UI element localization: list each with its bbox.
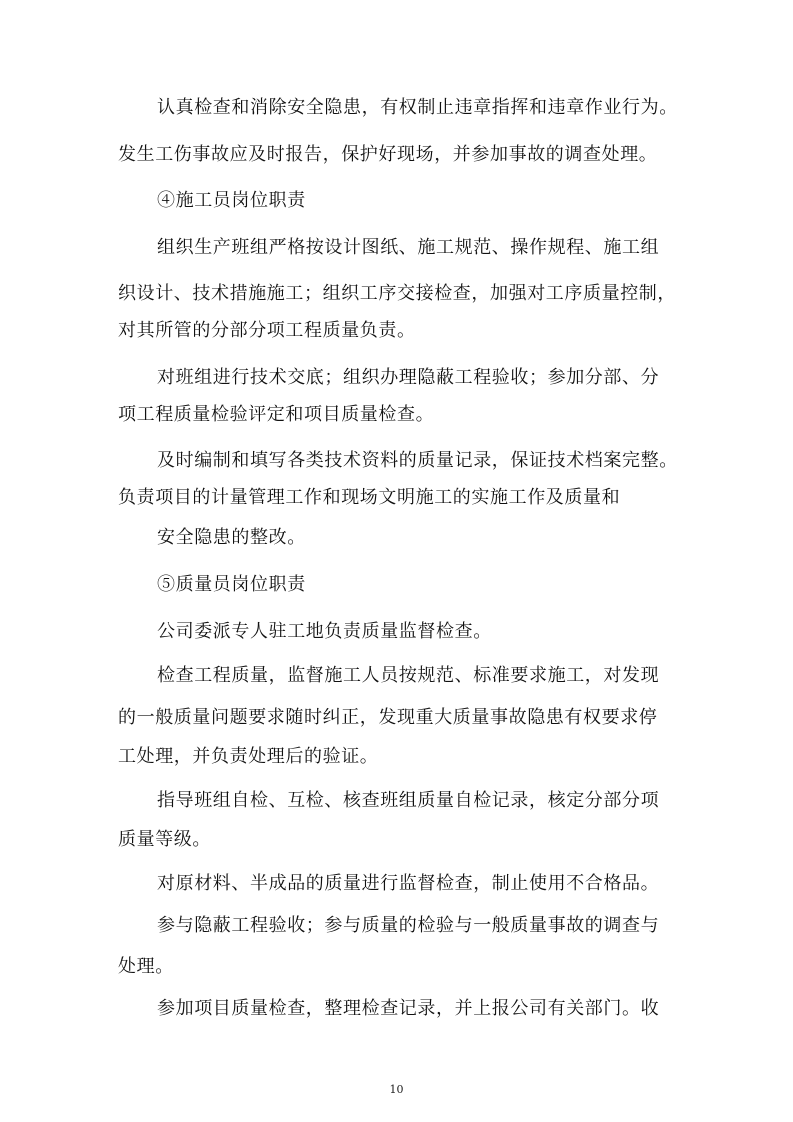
text-line: 检查工程质量，监督施工人员按规范、标准要求施工，对发现	[157, 665, 660, 686]
text-line: 参加项目质量检查，整理检查记录，并上报公司有关部门。收	[157, 998, 660, 1019]
text-line: 组织生产班组严格按设计图纸、施工规范、操作规程、施工组	[157, 237, 660, 258]
text-line: 对班组进行技术交底；组织办理隐蔽工程验收；参加分部、分	[157, 367, 660, 388]
text-line: 的一般质量问题要求随时纠正，发现重大质量事故隐患有权要求停	[118, 707, 658, 728]
text-line: 公司委派专人驻工地负责质量监督检查。	[157, 621, 492, 642]
section-heading-construction-officer: ④施工员岗位职责	[157, 190, 306, 211]
text-line: 织设计、技术措施施工；组织工序交接检查，加强对工序质量控制，	[118, 283, 676, 304]
page-number: 10	[389, 1083, 404, 1096]
section-heading-quality-officer: ⑤质量员岗位职责	[157, 574, 306, 595]
text-line: 安全隐患的整改。	[157, 527, 306, 548]
text-line: 发生工伤事故应及时报告，保护好现场，并参加事故的调查处理。	[118, 144, 658, 165]
text-line: 认真检查和消除安全隐患，有权制止违章指挥和违章作业行为。	[157, 97, 678, 118]
text-line: 指导班组自检、互检、核查班组质量自检记录，核定分部分项	[157, 790, 660, 811]
text-line: 工处理，并负责处理后的验证。	[118, 746, 379, 767]
text-line: 参与隐蔽工程验收；参与质量的检验与一般质量事故的调查与	[157, 915, 660, 936]
text-line: 质量等级。	[118, 829, 211, 850]
text-line: 处理。	[118, 956, 174, 977]
text-line: 对原材料、半成品的质量进行监督检查，制止使用不合格品。	[157, 873, 660, 894]
text-line: 对其所管的分部分项工程质量负责。	[118, 320, 416, 341]
text-line: 及时编制和填写各类技术资料的质量记录，保证技术档案完整。	[157, 450, 678, 471]
text-line: 项工程质量检验评定和项目质量检查。	[118, 404, 435, 425]
text-line: 负责项目的计量管理工作和现场文明施工的实施工作及质量和	[118, 487, 621, 508]
